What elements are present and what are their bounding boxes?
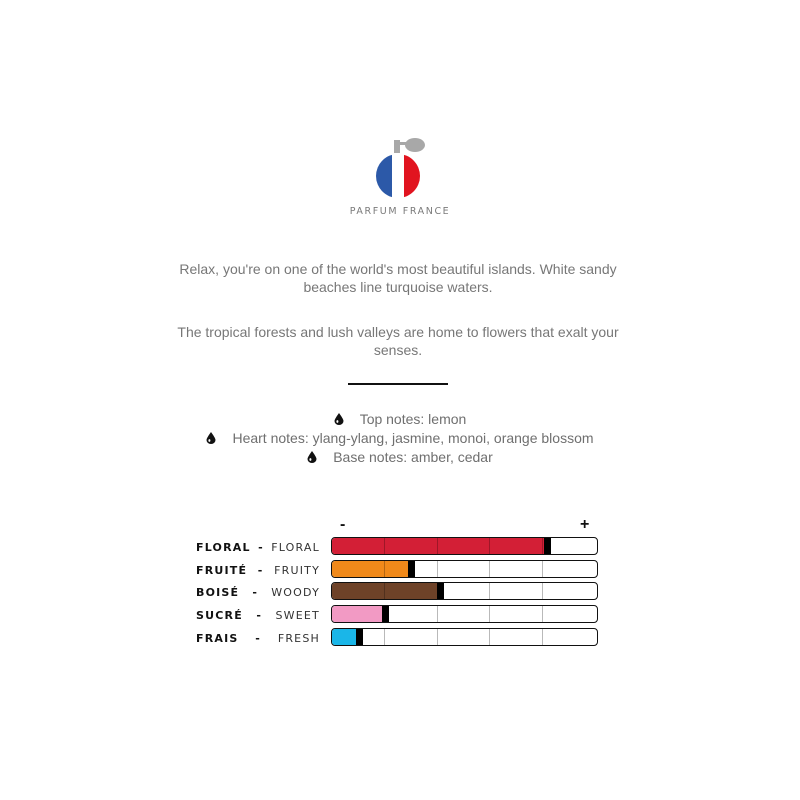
label-separator: - [255, 631, 262, 645]
note-base-text: Base notes: amber, cedar [333, 449, 493, 465]
scale-gridline [542, 561, 543, 577]
label-english: FRUITY [274, 563, 320, 577]
intensity-bar [331, 605, 598, 623]
brand-name: PARFUM FRANCE [349, 206, 451, 217]
label-french: BOISÉ [196, 585, 240, 599]
scale-gridline [384, 561, 385, 577]
scale-gridline [489, 538, 490, 554]
intensity-bar [331, 537, 598, 555]
profile-label [196, 538, 320, 556]
intensity-marker [544, 538, 551, 554]
scale-gridline [489, 629, 490, 645]
intensity-marker [437, 583, 444, 599]
label-english: SWEET [275, 608, 320, 622]
scale-gridline [437, 538, 438, 554]
scale-max-label: + [580, 516, 590, 533]
flag-red [404, 152, 420, 202]
scale-gridline [489, 583, 490, 599]
scale-gridline [489, 561, 490, 577]
notes-list [0, 411, 800, 468]
profile-label [196, 629, 320, 647]
note-heart-text: Heart notes: ylang-ylang, jasmine, monoi, orange blossom [232, 430, 594, 446]
label-english: WOODY [271, 585, 320, 599]
label-french: FRUITÉ [196, 563, 248, 577]
description-paragraph-1: Relax, you're on one of the world's most beautiful islands. White sandy beaches line turquoise waters. [179, 261, 617, 295]
label-english: FLORAL [271, 540, 320, 554]
intensity-bar [331, 628, 598, 646]
profile-row-sweet [196, 605, 600, 623]
label-separator: - [252, 585, 259, 599]
drop-icon [334, 413, 344, 425]
profile-row-fruity [196, 560, 600, 578]
scale-gridline [437, 606, 438, 622]
note-top-text: Top notes: lemon [359, 411, 467, 427]
scale-gridline [437, 561, 438, 577]
label-separator: - [257, 563, 264, 577]
label-separator: - [256, 608, 263, 622]
description-paragraph-2: The tropical forests and lush valleys are home to flowers that exalt your senses. [177, 324, 619, 358]
profile-label [196, 583, 320, 601]
label-french: FRAIS [196, 631, 239, 645]
label-french: FLORAL [196, 540, 251, 554]
intensity-marker [382, 606, 389, 622]
intensity-fill [332, 606, 382, 622]
flag-white [392, 152, 404, 202]
scale-gridline [437, 629, 438, 645]
label-english: FRESH [277, 631, 320, 645]
profile-label [196, 606, 320, 624]
intensity-bar [331, 560, 598, 578]
scale-gridline [542, 606, 543, 622]
intensity-bar [331, 582, 598, 600]
scale-gridline [542, 629, 543, 645]
intensity-fill [332, 561, 408, 577]
intensity-marker [356, 629, 363, 645]
scale-gridline [384, 583, 385, 599]
scale-gridline [542, 538, 543, 554]
section-divider [348, 383, 448, 385]
profile-row-floral [196, 537, 600, 555]
profile-row-fresh [196, 628, 600, 646]
note-base [0, 449, 800, 468]
intensity-fill [332, 629, 356, 645]
note-heart [0, 430, 800, 449]
note-top [0, 411, 800, 430]
scale-min-label: - [340, 516, 346, 533]
scale-gridline [542, 583, 543, 599]
scale-gridline [489, 606, 490, 622]
flag-blue [376, 152, 392, 202]
label-french: SUCRÉ [196, 608, 243, 622]
atomizer-nozzle [394, 140, 400, 153]
drop-icon [307, 451, 317, 463]
label-separator: - [258, 540, 264, 554]
intensity-fill [332, 538, 544, 554]
scale-gridline [384, 629, 385, 645]
scale-gridline [384, 538, 385, 554]
profile-label [196, 561, 320, 579]
intensity-marker [408, 561, 415, 577]
profile-row-woody [196, 582, 600, 600]
drop-icon [206, 432, 216, 444]
